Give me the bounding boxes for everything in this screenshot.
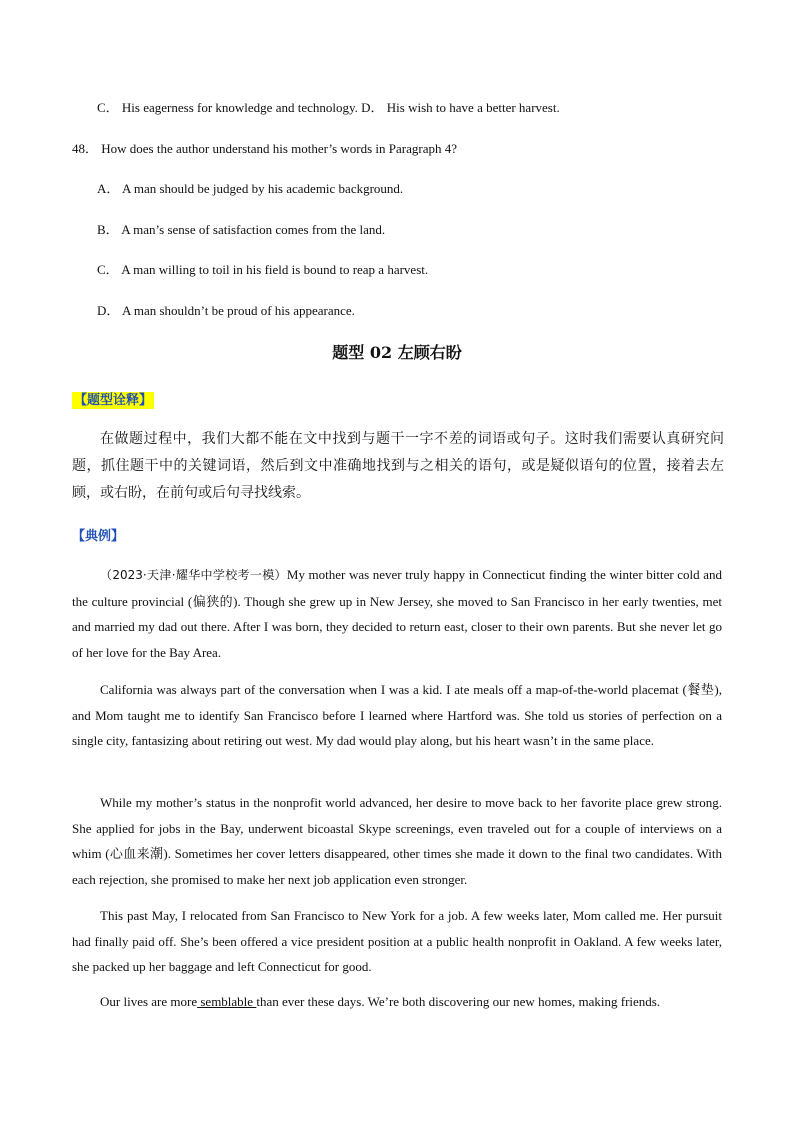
- q48-option-d: [97, 300, 355, 319]
- option-label: A．: [97, 181, 120, 196]
- option-label: D．: [97, 303, 120, 318]
- passage-text-5a: Our lives are more: [100, 994, 198, 1009]
- passage-text-2: California was always part of the conversation when I was a kid. I ate meals off a map-of-the-world placemat (餐垫), and Mom taught me to identify San Francisco before I learned where Hartford was. She told us stories of perfection on a single city, fantasizing about retiring out west. My dad would play along, but his heart wasn’t in the same place.: [72, 682, 722, 748]
- passage-text-4: This past May, I relocated from San Francisco to New York for a job. A few weeks later, Mom called me. Her pursuit had finally paid off. She’s been offered a vice president position at a public health nonprofit in Oakland. A few weeks later, she packed up her baggage and left Connecticut for good.: [72, 908, 722, 974]
- q48-option-b: [97, 219, 385, 238]
- explain-tag-label: 【题型诠释】: [74, 393, 153, 408]
- q47-option-c-d-line: [97, 97, 560, 116]
- option-c-text: His eagerness for knowledge and technology.: [121, 100, 358, 115]
- passage-text-1: My mother was never truly happy in Connecticut finding the winter bitter cold and the culture provincial (偏狭的). Though she grew up in New Jersey, she moved to San Francisco in her early twenties, met and married my dad out there. After I was born, they decided to return east, closer to their own parents. But she never let go of her love for the Bay Area.: [72, 567, 723, 660]
- passage-paragraph-1: [72, 562, 722, 665]
- example-tag: 【典例】: [72, 529, 125, 544]
- option-d-label: D．: [361, 100, 384, 115]
- section-title: 题型 02 左顾右盼: [332, 343, 462, 362]
- explain-tag: [72, 389, 154, 408]
- explain-paragraph: [72, 426, 724, 507]
- question-number: 48．: [72, 141, 99, 156]
- option-label: C．: [97, 262, 119, 277]
- passage-paragraph-3: [72, 790, 722, 892]
- option-c-label: C．: [97, 100, 119, 115]
- q48-stem: [72, 138, 457, 157]
- passage-source: （2023·天津·耀华中学校考一模）: [100, 568, 287, 582]
- passage-paragraph-2: [72, 677, 722, 754]
- passage-text-5b: than ever these days. We’re both discovering our new homes, making friends.: [256, 994, 661, 1009]
- blank-word: semblable: [197, 994, 257, 1009]
- option-text: A man willing to toil in his field is bound to reap a harvest.: [121, 262, 429, 277]
- q48-option-a: [97, 178, 403, 197]
- option-text: A man should be judged by his academic background.: [121, 181, 404, 196]
- explain-text: 在做题过程中，我们大都不能在文中找到与题干一字不差的词语或句子。这时我们需要认真研究问题，抓住题干中的关键词语，然后到文中准确地找到与之相关的语句，或是疑似语句的位置，接着去左顾，或右盼，在前句或后句寻找线索。: [72, 431, 724, 501]
- passage-paragraph-5: [72, 989, 722, 1015]
- q48-option-c: [97, 259, 428, 278]
- option-text: A man shouldn’t be proud of his appearance.: [121, 303, 355, 318]
- option-d-text: His wish to have a better harvest.: [386, 100, 560, 115]
- passage-paragraph-4: [72, 903, 722, 980]
- passage-text-3: While my mother’s status in the nonprofit world advanced, her desire to move back to her favorite place grew strong. She applied for jobs in the Bay, underwent bicoastal Skype screenings, even traveled out for a couple of interviews on a whim (心血来潮). Sometimes her cover letters disappeared, other times she made it down to the final two candidates. With each rejection, she promised to make her next job application even stronger.: [72, 795, 722, 887]
- question-text: How does the author understand his mother’s words in Paragraph 4?: [101, 141, 458, 156]
- option-text: A man’s sense of satisfaction comes from the land.: [121, 222, 386, 237]
- option-label: B．: [97, 222, 119, 237]
